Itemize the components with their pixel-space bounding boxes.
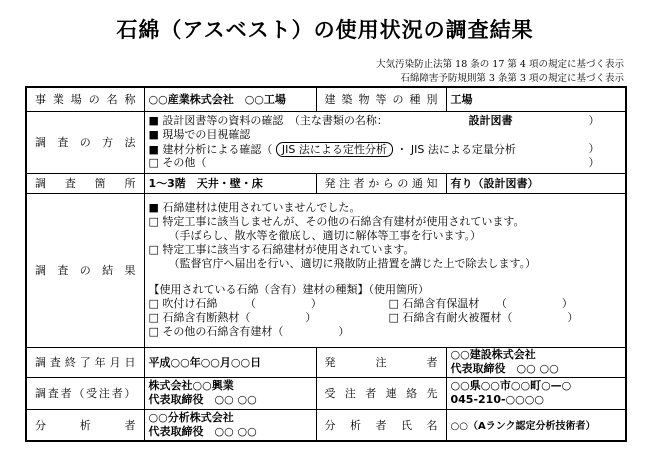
method-1-checkbox: ■ — [148, 114, 159, 127]
material-sprayed-asbestos: □ 吹付け石綿 （ ） — [148, 297, 322, 310]
analyst-name-label: 分析者氏名 — [316, 409, 446, 441]
materials-heading: 【使用されている石綿（含有）建材の種類】（使用箇所） — [148, 283, 429, 296]
analyst-value — [144, 409, 316, 441]
material-insulation: □ 石綿含有保温材 （ ） — [388, 297, 573, 310]
orderer-value — [446, 347, 626, 377]
law-note-asbestos-hazard: 石綿障害予防規則第 3 条第 3 項の規定に基づく表示 — [400, 73, 624, 84]
result-other-asbestos-note: （手ばらし、散水等を徹底し、適切に解体等工事を行います。） — [168, 229, 482, 242]
material-other: □ その他の石綿含有建材（ ） — [148, 325, 350, 338]
end-date-value: 平成○○年○○月○○日 — [144, 347, 316, 377]
result-specified-asbestos-note: （監督官庁へ届出を行い、適切に飛散防止措置を講じた上で除去します。） — [168, 257, 537, 270]
end-date-label: 調査終了年月日 — [26, 347, 144, 377]
investigator-company: 株式会社○○興業 — [148, 379, 234, 392]
business-name-value: ○○産業株式会社 ○○工場 — [144, 87, 316, 111]
method-3-separator: ・ — [396, 143, 408, 156]
result-no-asbestos: ■ 石綿建材は使用されていませんでした。 — [148, 201, 361, 214]
document-title: 石綿（アスベスト）の使用状況の調査結果 — [116, 18, 534, 42]
result-other-asbestos: □ 特定工事に該当しませんが、その他の石綿含有建材が使用されています。 — [148, 215, 525, 228]
method-label: 調査の方法 — [26, 111, 144, 173]
investigator-representative: 代表取締役 ○○ ○○ — [148, 393, 257, 406]
survey-result-table — [25, 86, 627, 442]
analyst-label: 分析者 — [26, 409, 144, 441]
method-3-checkbox: ■ — [148, 143, 159, 156]
contact-address: ○○県○○市○○町○—○ — [450, 379, 572, 392]
material-heat-insulation: □ 石綿含有断熱材（ ） — [148, 311, 317, 324]
method-1-text: 設計図書等の資料の確認 （主な書類の名称： — [162, 114, 388, 127]
result-label: 調査の結果 — [26, 193, 144, 347]
analyst-company: ○○分析株式会社 — [148, 410, 234, 424]
contact-label: 受注者連絡先 — [316, 377, 446, 409]
building-type-label: 建築物等の種別 — [316, 87, 446, 111]
method-cell — [144, 111, 626, 173]
analyst-representative: 代表取締役 ○○ ○○ — [148, 424, 257, 438]
material-fireproof-coating: □ 石綿含有耐火被覆材（ ） — [388, 311, 579, 324]
method-2-text: 現場での目視確認 — [162, 128, 251, 141]
investigator-value — [144, 377, 316, 409]
method-3-quantitative-option: JIS 法による定量分析 — [410, 143, 516, 156]
method-1-document: 設計図書 — [468, 114, 513, 127]
investigator-label: 調査者（受注者） — [26, 377, 144, 409]
orderer-label: 発注者 — [316, 347, 446, 377]
contact-value — [446, 377, 626, 409]
contact-phone: 045-210-○○○○ — [450, 393, 544, 406]
method-4-checkbox: □ — [148, 156, 159, 169]
location-label: 調査箇所 — [26, 173, 144, 193]
result-cell — [144, 193, 626, 347]
method-3-qualitative-option: JIS 法による定性分析 — [276, 142, 393, 157]
method-3-close: ） — [588, 142, 600, 155]
location-value: 1～3階 天井・壁・床 — [144, 173, 316, 193]
notice-label: 発注者からの通知 — [316, 173, 446, 193]
method-4-close: ） — [588, 156, 600, 169]
method-3-text: 建材分析による確認（ — [162, 143, 273, 156]
notice-value: 有り（設計図書） — [446, 173, 626, 193]
method-2-checkbox: ■ — [148, 128, 159, 141]
method-4-text: その他（ — [162, 156, 207, 169]
orderer-representative: 代表取締役 ○○ ○○ — [450, 362, 559, 375]
building-type-value: 工場 — [446, 87, 626, 111]
method-1-close: ） — [588, 114, 600, 127]
law-note-air-pollution: 大気汚染防止法第 18 条の 17 第 4 項の規定に基づく表示 — [376, 59, 624, 70]
analyst-name-value: ○○（Aランク認定分析技術者） — [446, 409, 626, 441]
business-name-label: 事業場の名称 — [26, 87, 144, 111]
result-specified-asbestos: □ 特定工事に該当する石綿建材が使用されています。 — [148, 243, 415, 256]
orderer-company: ○○建設株式会社 — [450, 348, 536, 361]
